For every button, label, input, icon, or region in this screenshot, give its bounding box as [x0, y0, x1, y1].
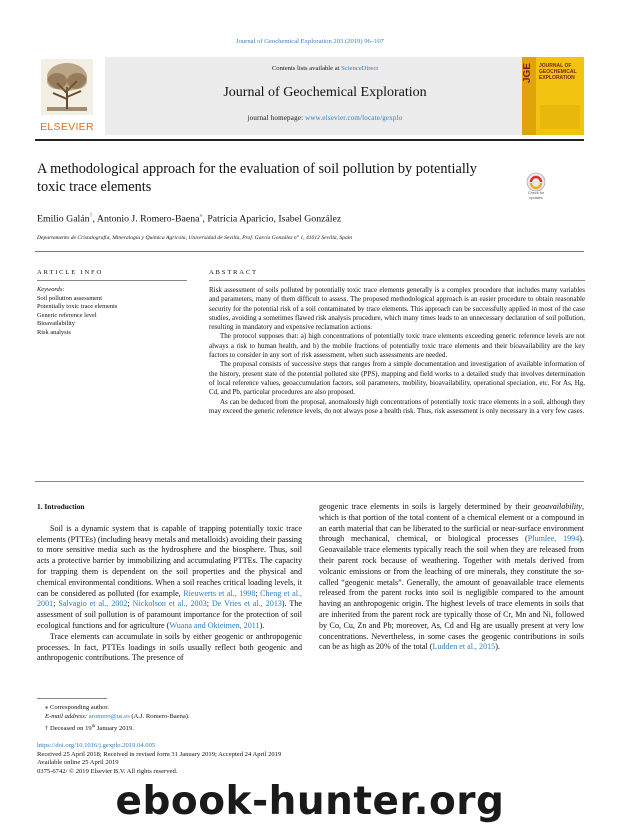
- check-for-updates-badge[interactable]: [525, 172, 547, 200]
- author-list: Emilio Galán†, Antonio J. Romero-Baena⁎, Patricia Aparicio, Isabel González: [37, 213, 342, 225]
- cover-title: JOURNAL OF GEOCHEMICAL EXPLORATION: [539, 63, 577, 81]
- footnote-deceased: † Deceased on 19th January 2019.: [45, 723, 134, 733]
- body-column-left: [37, 502, 302, 664]
- footnotes: [37, 703, 337, 734]
- publication-info: [37, 742, 367, 776]
- homepage-line: journal homepage: www.elsevier.com/locate/gexplo: [247, 114, 403, 122]
- author-name[interactable]: Emilio Galán: [37, 213, 90, 225]
- section-heading: 1. Introduction: [37, 502, 85, 511]
- online-date: Available online 25 April 2019: [37, 759, 119, 767]
- divider: [35, 251, 584, 252]
- journal-name: Journal of Geochemical Exploration: [223, 85, 427, 100]
- body-column-right: [319, 502, 584, 653]
- header-rule: [35, 139, 584, 141]
- email-link[interactable]: aromero@us.es: [88, 713, 130, 721]
- watermark: ebook-hunter.org: [115, 779, 505, 824]
- footnote-email: E-mail address: aromero@us.es (A.J. Romero-Baena).: [45, 713, 190, 721]
- journal-cover-image[interactable]: [522, 57, 584, 135]
- check-updates-label: Check for updates: [527, 191, 545, 200]
- keywords-label: Keywords:: [37, 286, 65, 293]
- received-dates: Received 25 April 2018; Received in revised form 31 January 2019; Accepted 24 April 2019: [37, 750, 282, 758]
- citation-link[interactable]: Ludden et al., 2015: [432, 642, 496, 652]
- doi-link[interactable]: https://doi.org/10.1016/j.gexplo.2019.04.005: [37, 742, 156, 749]
- author-name[interactable]: Antonio J. Romero-Baena: [96, 213, 200, 225]
- keyword: Generic reference level: [37, 311, 97, 319]
- keyword: Bioavailability: [37, 320, 75, 328]
- keywords-block: [37, 286, 187, 338]
- citation-link[interactable]: Cheng et al., 2001: [37, 588, 302, 609]
- abstract-paragraph: Risk assessment of soils polluted by potentially toxic trace elements generally is a complex procedure that includes many variables and parameters, many of them difficult to assess. The proposed methodological approach is an easier procedure to obtain reasonable security for the potential risk of a soil contaminated by trace elements. This approach can be successfully applied in most of the case studies, avoiding a sometimes flawed risk analysis procedure, which many times leads to an unnecessary declaration of soil pollution, resulting in mandatory and expensive reclamation actions.: [209, 286, 585, 332]
- keyword: Risk analysis: [37, 328, 71, 336]
- body-paragraph: Soil is a dynamic system that is capable of trapping potentially toxic trace elements (PTTEs) (including heavy metals and metalloids) avoiding their passing to more sensitive media such as the hydrosphere and the biosphere. Thus, soil acts a protective barrier by immobilizing and accumulating PTTEs. The capacity for trapping them is dependent on the soil properties and the physical and chemical environmental conditions. When a soil reaches critical loading levels, it can be considered as polluted (for example, Rieuwerts et al., 1998; Cheng et al., 2001; Salvagio et al., 2002; Nickolson et al., 2003; De Vries et al., 2013). The assessment of soil pollution is of paramount importance for the protection of soil ecological functions and for agriculture (Wuana and Okieimen, 2011).: [37, 523, 303, 630]
- keyword: Soil pollution assessment: [37, 294, 102, 302]
- divider: [209, 280, 585, 281]
- footnote-divider: [37, 698, 107, 699]
- citation-link[interactable]: Plumlee, 1994: [527, 534, 580, 544]
- divider: [37, 280, 187, 281]
- affiliation: Departamento de Cristalografía, Mineralogía y Química Agrícola, Universidad de Sevilla, Prof. García González n° 1, 41012 Sevilla, Spain: [37, 235, 353, 241]
- keyword: Potentially toxic trace elements: [37, 303, 118, 311]
- citation-link[interactable]: Wuana and Okieimen, 2011: [169, 620, 260, 630]
- abstract-paragraph: The proposal consists of successive steps that ranges from a simple documentation and investigation of available information of the history, present state of the potential polluted site (PPS), mapping and field works to a detailed study that involves determination of local reference values, geoaccumulation factors, soil parameters, mobility, bioavailability, operational speciation, etc. For As, Hg, Cd, and Pb, particular procedures are also proposed.: [209, 360, 585, 397]
- author-mark[interactable]: ⁎: [199, 213, 203, 219]
- citation-link[interactable]: De Vries et al., 2013: [211, 599, 282, 609]
- copyright: 0375-6742/ © 2019 Elsevier B.V. All rights reserved.: [37, 767, 178, 775]
- abstract-paragraph: The protocol supposes that: a) high concentrations of potentially toxic trace elements exceeding generic reference levels are not always a risk to human health, and b) the mobile fractions of potentially toxic trace elements and their bioavailability are the key factors to consider in any sort of risk assessment, when such assessments are needed.: [209, 332, 585, 360]
- abstract-heading: ABSTRACT: [209, 269, 258, 276]
- body-paragraph: Trace elements can accumulate in soils by either geogenic or anthropogenic processes. In fact, PTTEs loadings in soils usually reflect both geogenic and anthropogenic contributions. The presence of: [37, 631, 302, 663]
- journal-banner: [105, 57, 545, 135]
- contents-line: Contents lists available at ScienceDirect: [271, 65, 379, 72]
- sciencedirect-link[interactable]: ScienceDirect: [341, 65, 379, 72]
- journal-header: [35, 57, 584, 137]
- publisher-name: ELSEVIER: [40, 121, 94, 133]
- elsevier-logo[interactable]: [35, 57, 99, 135]
- abstract-paragraph: As can be deduced from the proposal, anomalously high concentrations of potentially toxic trace elements in a soil, although they may exceed the generic reference levels, do not always pose a health risk. Thus, risk assessment is only necessary in a very few cases.: [209, 397, 585, 415]
- journal-citation[interactable]: Journal of Geochemical Exploration 203 (2019) 96–107: [236, 38, 384, 45]
- footnote-corresponding: ⁎ Corresponding author.: [45, 704, 109, 711]
- homepage-link[interactable]: www.elsevier.com/locate/gexplo: [305, 114, 403, 122]
- abstract-body: [209, 286, 585, 416]
- author-mark[interactable]: †: [89, 213, 93, 219]
- body-paragraph: geogenic trace elements in soils is largely determined by their geoavailability, which is that portion of the total content of a chemical element or a compound in an earth material that can be liberated to the surficial or near-surface environment through mechanical, chemical, or biological processes (Plumlee, 1994). Geoavailable trace elements typically reach the soil when they are released from their parent rock because of weathering. Together with metals derived from volcanic emissions or from the leaching of ore minerals, they constitute the so-called “geogenic metals”. Generally, the amount of geoavailable trace elements released from the parent rocks into soil is negligible compared to the amount having an anthropogenic origin. The highest levels of trace elements in soils that are inherited from the parent rock are typically those of Cr, Mn and Ni, followed by Co, Cu, Zn and Pb; moreover, As, Cd and Hg are usually present at very low concentrations. Nevertheless, in some cases the geogenic contributions in soils can be as high as 20% of the total (Ludden et al., 2015).: [319, 502, 584, 652]
- citation-link[interactable]: Nickolson et al., 2003: [132, 599, 207, 609]
- check-updates-icon: [525, 172, 547, 192]
- author-name[interactable]: Isabel González: [278, 213, 342, 225]
- article-title: A methodological approach for the evaluation of soil pollution by potentially toxic trace elements: [37, 161, 477, 195]
- citation-link[interactable]: Salvagio et al., 2002: [58, 599, 128, 609]
- author-name[interactable]: Patricia Aparicio: [207, 213, 274, 225]
- cover-letters: JGE: [522, 63, 533, 84]
- article-info-heading: ARTICLE INFO: [37, 269, 104, 276]
- divider: [35, 481, 584, 482]
- citation-link[interactable]: Rieuwerts et al., 1998: [183, 588, 256, 598]
